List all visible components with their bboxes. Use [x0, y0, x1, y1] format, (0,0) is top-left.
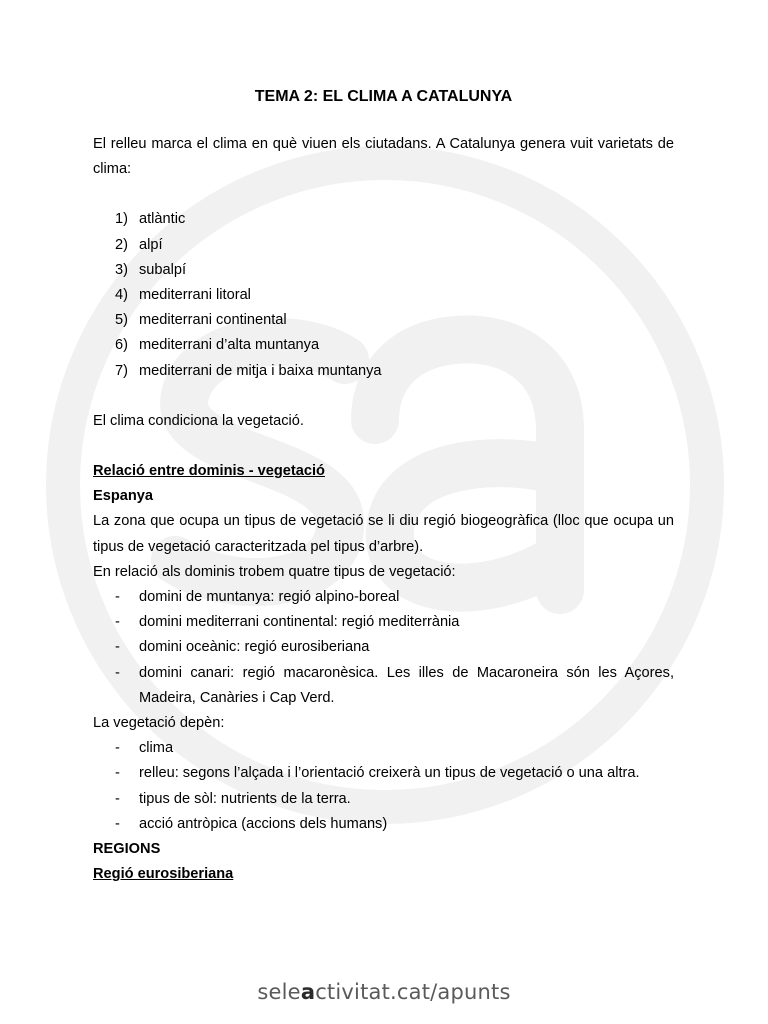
footer-text-post: ctivitat.cat/apunts [315, 980, 511, 1004]
spacer [93, 434, 674, 459]
list-item [115, 283, 674, 308]
list-item [115, 661, 674, 711]
dash-bullet: - [115, 815, 120, 832]
list-item [115, 585, 674, 610]
depen-intro: La vegetació depèn: [93, 715, 225, 732]
list-item [115, 233, 674, 258]
list-number: 5) [115, 312, 128, 329]
list-item-text: tipus de sòl: nutrients de la terra. [139, 790, 351, 807]
list-item-text: domini mediterrani continental: regió mediterrània [139, 614, 460, 631]
list-item [115, 787, 674, 812]
zona-paragraph: La zona que ocupa un tipus de vegetació se li diu regió biogeogràfica (lloc que ocupa un tipus de vegetació caracteritzada pel tipus d’arbre). [93, 513, 674, 555]
list-item [115, 736, 674, 761]
list-item [115, 333, 674, 358]
varietats-list [93, 207, 674, 383]
list-item-text: acció antròpica (accions dels humans) [139, 815, 388, 832]
dash-bullet: - [115, 790, 120, 807]
depen-list [93, 736, 674, 837]
list-number: 7) [115, 362, 128, 379]
list-item-text: domini canari: regió macaronèsica. Les illes de Macaroneira són les Açores, Madeira, Canàries i Cap Verd. [139, 664, 674, 706]
document-page [93, 84, 674, 887]
list-item-text: domini de muntanya: regió alpino-boreal [139, 589, 400, 606]
list-number: 1) [115, 211, 128, 228]
footer-link[interactable] [0, 980, 768, 1004]
list-item-text: mediterrani d’alta muntanya [139, 337, 320, 354]
footer-text-pre: sele [257, 980, 301, 1004]
spacer [93, 182, 674, 207]
condiciona-paragraph: El clima condiciona la vegetació. [93, 412, 304, 429]
list-item [115, 635, 674, 660]
list-item [115, 207, 674, 232]
dash-bullet: - [115, 765, 120, 782]
list-item-text: mediterrani continental [139, 312, 287, 329]
espanya-heading: Espanya [93, 488, 154, 505]
list-number: 2) [115, 236, 128, 253]
list-item-text: alpí [139, 236, 163, 253]
dash-bullet: - [115, 589, 120, 606]
footer-text-accent: a [300, 980, 316, 1004]
list-item [115, 812, 674, 837]
dash-bullet: - [115, 664, 120, 681]
dash-bullet: - [115, 740, 120, 757]
list-item [115, 359, 674, 384]
page-title: TEMA 2: EL CLIMA A CATALUNYA [254, 88, 513, 105]
list-item [115, 308, 674, 333]
list-item-text: atlàntic [139, 211, 186, 228]
list-item-text: relleu: segons l’alçada i l’orientació creixerà un tipus de vegetació o una altra. [139, 765, 640, 782]
list-number: 3) [115, 261, 128, 278]
list-number: 4) [115, 287, 128, 304]
dash-bullet: - [115, 639, 120, 656]
regions-heading: REGIONS [93, 841, 161, 858]
regio-eurosiberiana-heading: Regió eurosiberiana [93, 866, 234, 883]
list-item-text: clima [139, 740, 174, 757]
dominis-list [93, 585, 674, 711]
list-item-text: subalpí [139, 261, 187, 278]
list-item-text: domini oceànic: regió eurosiberiana [139, 639, 370, 656]
relacio-heading: Relació entre dominis - vegetació [93, 463, 325, 480]
spacer [93, 384, 674, 409]
dash-bullet: - [115, 614, 120, 631]
dominis-intro: En relació als dominis trobem quatre tipus de vegetació: [93, 563, 456, 580]
intro-paragraph: El relleu marca el clima en què viuen els ciutadans. A Catalunya genera vuit varietats de clima: [93, 136, 674, 178]
list-item-text: mediterrani litoral [139, 287, 251, 304]
list-item [115, 610, 674, 635]
list-item-text: mediterrani de mitja i baixa muntanya [139, 362, 382, 379]
list-item [115, 761, 674, 786]
list-item [115, 258, 674, 283]
list-number: 6) [115, 337, 128, 354]
